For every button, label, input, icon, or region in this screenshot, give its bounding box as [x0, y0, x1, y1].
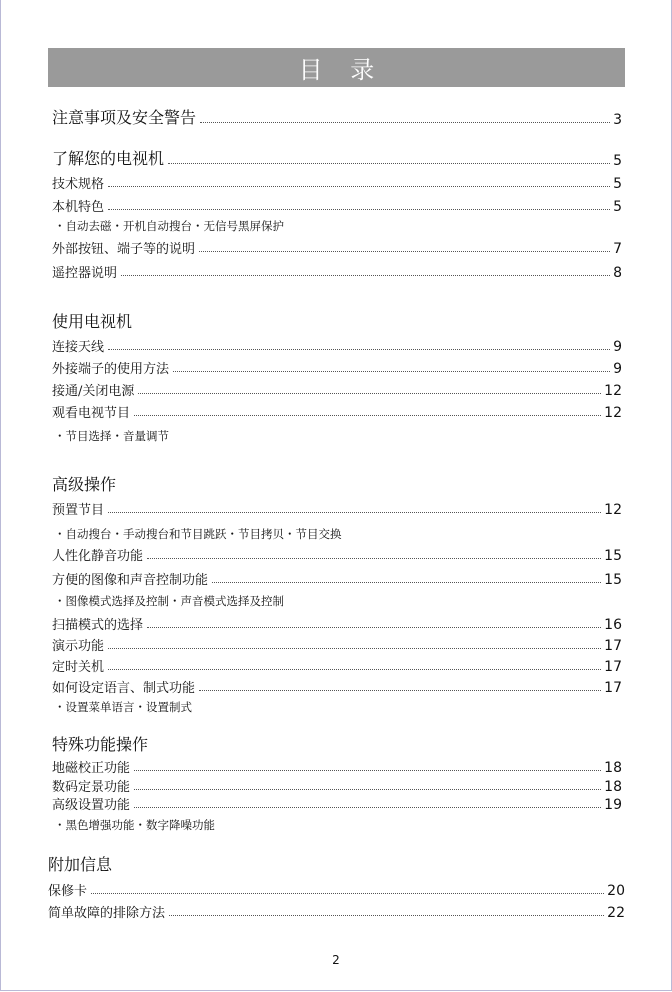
toc-subnote: ・自动搜台・手动搜台和节目跳跃・节目拷贝・节目交换 [54, 527, 342, 541]
leader-dots [168, 162, 610, 164]
toc-entry-page: 16 [604, 617, 622, 633]
leader-dots [108, 208, 610, 210]
leader-dots [199, 689, 601, 691]
section-heading: 高级操作 [52, 475, 117, 494]
toc-entry-label: 注意事项及安全警告 [52, 108, 197, 127]
toc-entry-page: 7 [613, 241, 622, 257]
toc-entry-troubleshooting[interactable] [48, 902, 625, 921]
toc-subnote: ・图像模式选择及控制・声音模式选择及控制 [54, 594, 284, 608]
leader-dots [108, 185, 610, 187]
leader-dots [134, 769, 601, 771]
toc-entry-page: 22 [607, 905, 625, 921]
toc-entry-page: 17 [604, 638, 622, 654]
toc-subnote: ・节目选择・音量调节 [54, 429, 169, 443]
leader-dots [134, 414, 601, 416]
toc-entry-label: 保修卡 [48, 884, 88, 899]
toc-entry-label: 方便的图像和声音控制功能 [52, 573, 209, 588]
leader-dots [108, 668, 601, 670]
toc-entry-label: 外部按钮、端子等的说明 [52, 242, 196, 257]
toc-entry-specs[interactable] [52, 173, 622, 192]
toc-entry-advanced-settings[interactable] [52, 794, 622, 813]
toc-entry-label: 数码定景功能 [52, 780, 131, 795]
toc-entry-label: 人性化静音功能 [52, 549, 144, 564]
toc-entry-picture-sound[interactable] [52, 569, 622, 588]
toc-entry-warranty[interactable] [48, 880, 625, 899]
toc-entry-features[interactable] [52, 196, 622, 215]
toc-entry-page: 9 [613, 361, 622, 377]
toc-entry-label: 本机特色 [52, 200, 105, 215]
toc-entry-label: 外接端子的使用方法 [52, 362, 170, 377]
toc-title: 目 录 [298, 56, 385, 84]
toc-entry-page: 19 [604, 797, 622, 813]
section-heading: 附加信息 [48, 855, 113, 874]
toc-entry-label: 高级设置功能 [52, 798, 131, 813]
leader-dots [212, 581, 601, 583]
toc-entry-label: 简单故障的排除方法 [48, 906, 166, 921]
toc-entry-page: 5 [613, 153, 622, 169]
toc-entry-page: 18 [604, 779, 622, 795]
toc-title-bar [48, 48, 625, 87]
toc-entry-label: 定时关机 [52, 660, 105, 675]
toc-entry-page: 18 [604, 760, 622, 776]
toc-entry-page: 20 [607, 883, 625, 899]
toc-entry-power[interactable] [52, 380, 622, 399]
toc-entry-watch[interactable] [52, 402, 622, 421]
toc-entry-label: 如何设定语言、制式功能 [52, 681, 196, 696]
toc-entry-page: 15 [604, 548, 622, 564]
toc-entry-label: 遥控器说明 [52, 266, 118, 281]
toc-entry-mute[interactable] [52, 545, 622, 564]
section-heading: 特殊功能操作 [52, 735, 149, 754]
toc-entry-label: 连接天线 [52, 340, 105, 355]
toc-entry-sleep-timer[interactable] [52, 656, 622, 675]
toc-entry-label: 预置节目 [52, 503, 105, 518]
toc-entry-language-system[interactable] [52, 677, 622, 696]
toc-subnote: ・设置菜单语言・设置制式 [54, 700, 192, 714]
toc-entry-safety[interactable] [52, 105, 622, 128]
toc-entry-page: 5 [613, 199, 622, 215]
page-number: 2 [332, 953, 340, 967]
toc-entry-buttons-ports[interactable] [52, 238, 622, 257]
toc-entry-label: 观看电视节目 [52, 406, 131, 421]
toc-entry-digital-freeze[interactable] [52, 776, 622, 795]
toc-entry-label: 接通/关闭电源 [52, 384, 135, 399]
leader-dots [147, 626, 601, 628]
toc-entry-geomagnetic[interactable] [52, 757, 622, 776]
toc-entry-external-ports[interactable] [52, 358, 622, 377]
toc-subnote: ・黑色增强功能・数字降噪功能 [54, 818, 215, 832]
toc-entry-antenna[interactable] [52, 336, 622, 355]
toc-entry-page: 12 [604, 405, 622, 421]
toc-entry-page: 17 [604, 680, 622, 696]
leader-dots [108, 647, 601, 649]
section-heading: 使用电视机 [52, 312, 133, 331]
leader-dots [134, 806, 601, 808]
toc-entry-label: 地磁校正功能 [52, 761, 131, 776]
toc-entry-page: 12 [604, 383, 622, 399]
leader-dots [199, 250, 610, 252]
toc-entry-scan-mode[interactable] [52, 614, 622, 633]
toc-subnote: ・自动去磁・开机自动搜台・无信号黑屏保护 [54, 219, 284, 233]
toc-entry-preset[interactable] [52, 499, 622, 518]
toc-entry-page: 17 [604, 659, 622, 675]
toc-entry-demo[interactable] [52, 635, 622, 654]
toc-entry-label: 了解您的电视机 [52, 149, 165, 168]
toc-entry-page: 5 [613, 176, 622, 192]
toc-entry-label: 扫描模式的选择 [52, 618, 144, 633]
toc-entry-page: 15 [604, 572, 622, 588]
leader-dots [169, 914, 604, 916]
leader-dots [138, 392, 601, 394]
leader-dots [147, 557, 601, 559]
leader-dots [108, 511, 601, 513]
leader-dots [121, 274, 610, 276]
leader-dots [173, 370, 610, 372]
toc-entry-know-tv[interactable] [52, 146, 622, 169]
toc-entry-remote[interactable] [52, 262, 622, 281]
leader-dots [108, 348, 610, 350]
leader-dots [134, 788, 601, 790]
leader-dots [91, 892, 604, 894]
toc-entry-page: 12 [604, 502, 622, 518]
leader-dots [200, 121, 610, 123]
toc-entry-page: 9 [613, 339, 622, 355]
toc-entry-page: 3 [613, 112, 622, 128]
toc-entry-page: 8 [613, 265, 622, 281]
toc-entry-label: 技术规格 [52, 177, 105, 192]
toc-entry-label: 演示功能 [52, 639, 105, 654]
